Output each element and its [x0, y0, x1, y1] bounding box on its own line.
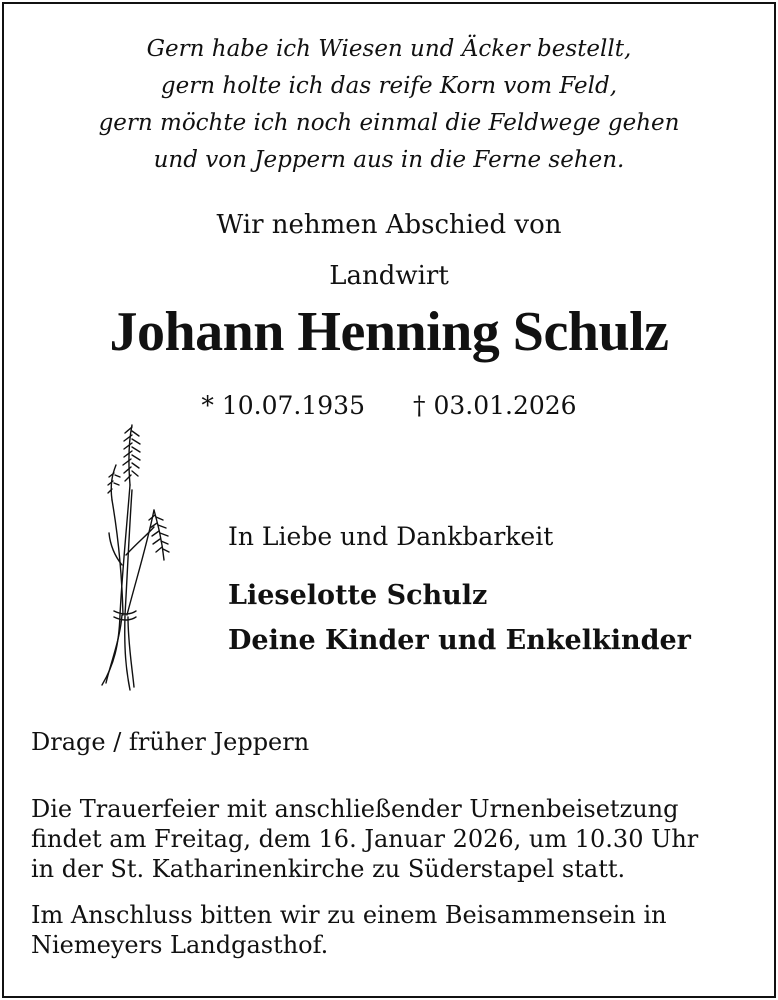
poem-line: gern holte ich das reife Korn vom Feld,: [160, 73, 618, 99]
funeral-service-details: [31, 794, 756, 884]
death-date: † 03.01.2026: [413, 391, 577, 420]
occupation: Landwirt: [329, 261, 449, 291]
closing-phrase: In Liebe und Dankbarkeit: [228, 522, 554, 551]
reception-line: Niemeyers Landgasthof.: [31, 931, 329, 959]
farewell-intro: Wir nehmen Abschied von: [216, 210, 562, 240]
signature-family: Deine Kinder und Enkelkinder: [228, 625, 691, 656]
poem-verse: [0, 31, 778, 179]
wheat-sheaf-icon: [92, 415, 182, 695]
service-line: findet am Freitag, dem 16. Januar 2026, um 10.30 Uhr: [31, 825, 699, 853]
poem-line: gern möchte ich noch einmal die Feldwege gehen: [98, 110, 680, 136]
birth-date: * 10.07.1935: [201, 391, 365, 420]
place-of-residence: Drage / früher Jeppern: [31, 728, 310, 756]
poem-line: Gern habe ich Wiesen und Äcker bestellt,: [146, 36, 632, 62]
service-line: in der St. Katharinenkirche zu Süderstapel statt.: [31, 855, 626, 883]
deceased-name: Johann Henning Schulz: [109, 301, 669, 363]
reception-line: Im Anschluss bitten wir zu einem Beisammensein in: [31, 901, 667, 929]
reception-details: [31, 900, 756, 960]
poem-line: und von Jeppern aus in die Ferne sehen.: [153, 147, 625, 173]
signature-spouse: Lieselotte Schulz: [228, 580, 488, 611]
service-line: Die Trauerfeier mit anschließender Urnenbeisetzung: [31, 795, 679, 823]
